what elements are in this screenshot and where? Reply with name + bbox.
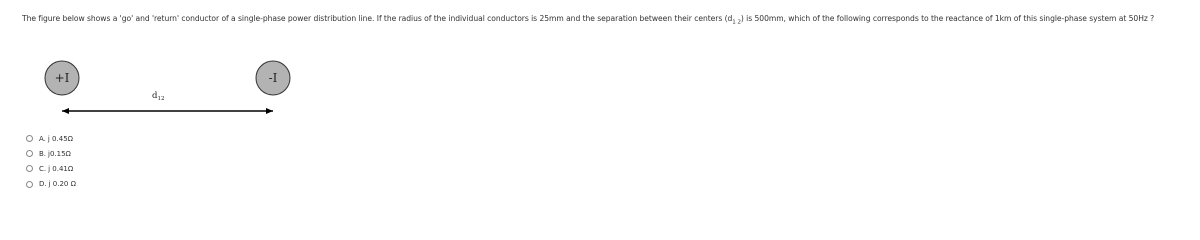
question-text-part-2: ) is 500mm, which of the following corresponds to the reactance of 1km of this single-phase system at 50Hz ? (740, 14, 1155, 23)
distance-label-sub: 12 (157, 96, 165, 102)
question-subscript: 1 2 (732, 19, 741, 26)
option-b[interactable] (26, 147, 76, 160)
distance-label (152, 91, 164, 102)
question-text-part-1: The figure below shows a 'go' and 'return' conductor of a single-phase power distribution line. If the radius of the individual conductors is 25mm and the separation between their centers (d (22, 14, 733, 23)
option-a[interactable] (26, 132, 76, 145)
option-b-text: j0.15Ω (48, 149, 71, 158)
option-d-letter: D. (39, 180, 47, 189)
return-conductor-label: -I (268, 71, 278, 85)
go-conductor-label: +I (54, 71, 70, 85)
option-d-radio[interactable] (26, 181, 33, 188)
option-a-letter: A. (39, 134, 46, 143)
distance-label-main: d (152, 91, 158, 101)
option-c-radio[interactable] (26, 165, 33, 172)
option-b-letter: B. (39, 149, 47, 158)
option-a-radio[interactable] (26, 135, 33, 142)
option-c-letter: C. (39, 164, 47, 173)
option-d-text: j 0.20 Ω (48, 180, 76, 189)
option-a-text: j 0.45Ω (47, 134, 73, 143)
option-c-text: j 0.41Ω (48, 164, 74, 173)
option-d[interactable] (26, 178, 76, 191)
option-b-radio[interactable] (26, 150, 33, 157)
answer-options (26, 132, 76, 193)
option-c[interactable] (26, 162, 76, 175)
